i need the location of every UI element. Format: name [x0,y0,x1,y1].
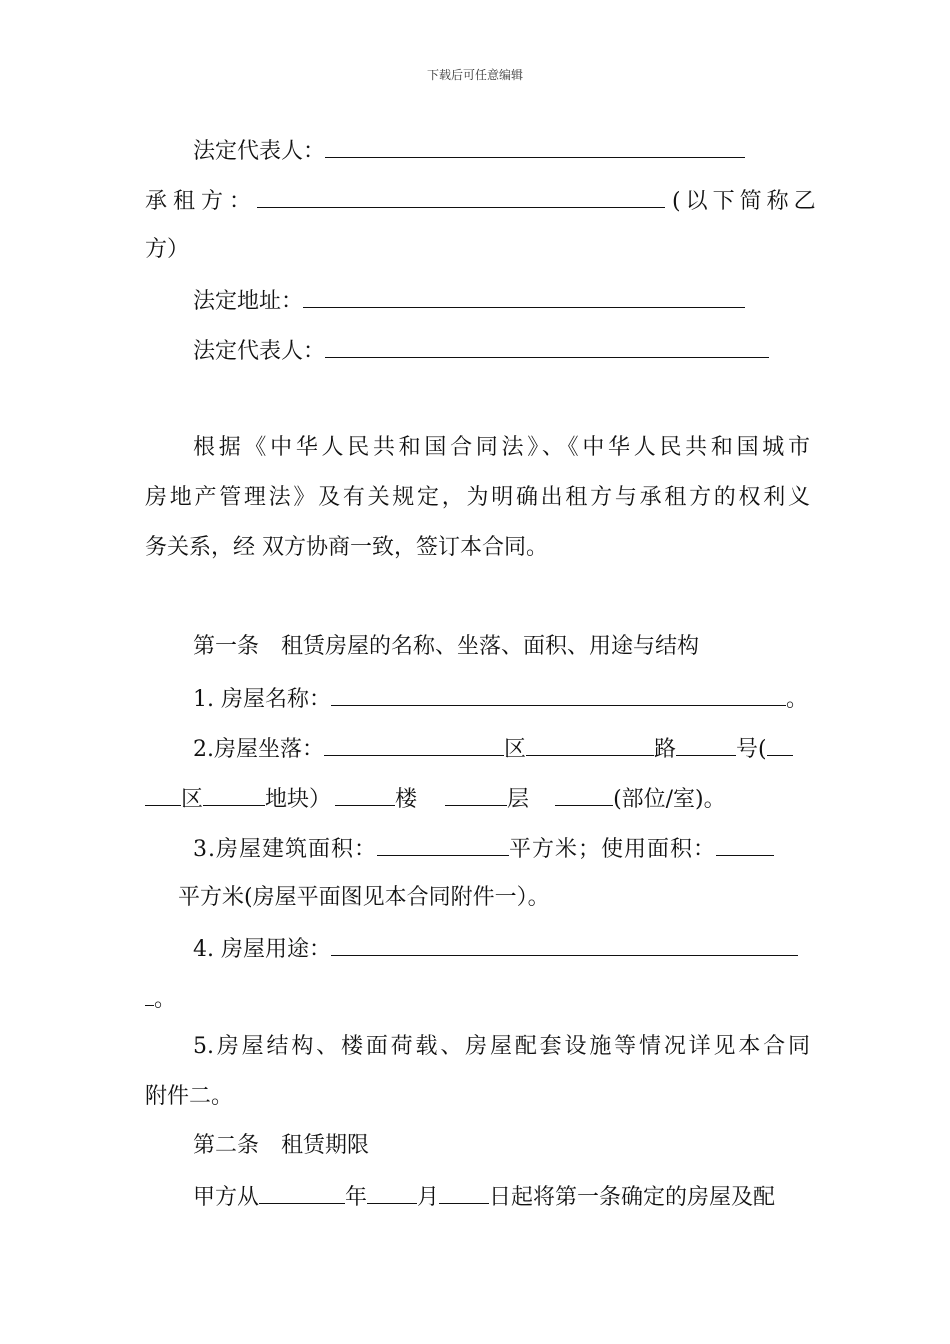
legal-address-line [193,285,810,317]
article-1-heading: 第一条 租赁房屋的名称、坐落、面积、用途与结构 [193,634,700,659]
building-label: 楼 [395,787,418,812]
lessee-suffix: (以下简称乙 [672,189,821,214]
preamble-line-3: 务关系，经 双方协商一致，签订本合同。 [145,535,548,560]
district-label: 区 [504,737,527,762]
house-name-blank [331,683,786,706]
road-label: 路 [654,737,677,762]
zone-blank-a [767,733,793,756]
house-area-line [193,833,810,865]
month-blank [367,1181,417,1204]
usable-area-label: 平方米；使用面积： [509,837,717,862]
legal-address-label: 法定地址： [193,289,304,314]
lessee-line-cont: 方） [145,237,190,262]
house-area-line-2: 平方米(房屋平面图见本合同附件一）。 [178,885,550,910]
house-name-line [193,683,810,715]
preamble-line-2: 房地产管理法》及有关规定，为明确出租方与承租方的权利义 [145,485,810,510]
house-use-line-2 [145,983,810,1015]
zone-blank-b [145,783,181,806]
lessee-label: 承租方： [145,189,258,214]
lessee-blank [257,185,665,208]
house-location-label: 2.房屋坐落： [193,737,324,762]
floor-label: 层 [507,787,530,812]
legal-rep-line-1 [193,135,810,167]
zone-label: 区 [181,787,204,812]
month-label: 月 [417,1185,440,1210]
number-label: 号( [736,737,767,762]
legal-rep-blank-2 [325,335,769,358]
structure-line-2: 附件二。 [145,1084,234,1109]
day-blank [439,1181,489,1204]
number-blank [676,733,736,756]
house-use-line [193,933,810,965]
house-location-line-2 [145,783,810,815]
page-header: 下载后可任意编辑 [426,68,523,82]
lessee-line [145,185,821,217]
day-label: 日起将第一条确定的房屋及配 [489,1185,776,1210]
district-blank [324,733,504,756]
legal-rep-line-2 [193,335,810,367]
usable-area-blank [716,833,774,856]
legal-rep-blank [325,135,745,158]
article-2-heading: 第二条 租赁期限 [193,1133,370,1158]
building-area-label: 3.房屋建筑面积： [193,837,377,862]
legal-address-blank [303,285,745,308]
lot-label: 地块） [265,787,332,812]
room-label: (部位/室)。 [613,787,726,812]
house-use-label: 4. 房屋用途： [193,937,331,962]
lease-term-line [193,1181,810,1213]
structure-line-1: 5.房屋结构、楼面荷载、房屋配套设施等情况详见本合同 [193,1034,810,1059]
house-use-blank-cont [145,983,154,1006]
year-label: 年 [345,1185,368,1210]
floor-blank [445,783,507,806]
lease-from-label: 甲方从 [193,1185,260,1210]
legal-rep-label-2: 法定代表人： [193,339,326,364]
house-location-line [193,733,810,765]
house-name-end: 。 [785,687,808,712]
building-blank [335,783,395,806]
legal-rep-label: 法定代表人： [193,139,326,164]
room-blank [555,783,613,806]
preamble-line-1: 根据《中华人民共和国合同法》、《中华人民共和国城市 [193,435,810,460]
year-blank [259,1181,345,1204]
road-blank [526,733,654,756]
house-use-end: 。 [154,987,177,1012]
lot-blank [203,783,265,806]
house-name-label: 1. 房屋名称： [193,687,331,712]
house-use-blank [331,933,798,956]
building-area-blank [377,833,509,856]
